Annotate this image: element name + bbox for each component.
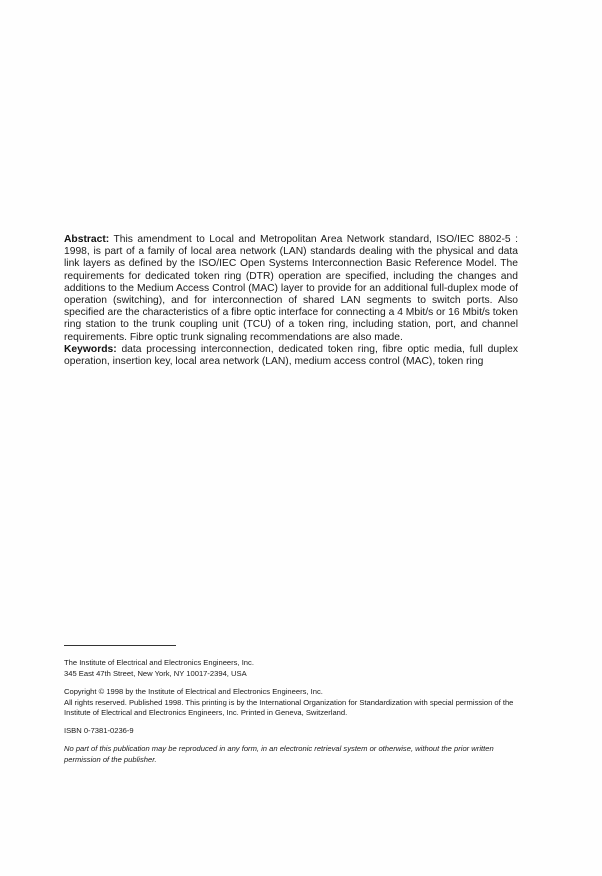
reproduction-notice-text: No part of this publication may be reproduced in any form, in an electronic retrieval system or otherwise, without the prior written permission of the publisher. bbox=[64, 744, 494, 764]
publisher-block bbox=[64, 658, 524, 679]
keywords-text: data processing interconnection, dedicated token ring, fibre optic media, full duplex operation, insertion key, local area network (LAN), medium access control (MAC), token ring bbox=[64, 343, 518, 368]
keywords-paragraph bbox=[64, 344, 518, 368]
footer-divider bbox=[64, 645, 176, 646]
keywords-label: Keywords: bbox=[64, 343, 117, 355]
reproduction-notice bbox=[64, 744, 524, 765]
abstract-label: Abstract: bbox=[64, 234, 110, 245]
publisher-address: 345 East 47th Street, New York, NY 10017-2394, USA bbox=[64, 668, 247, 678]
copyright-line: Copyright © 1998 by the Institute of Electrical and Electronics Engineers, Inc. bbox=[64, 687, 323, 696]
rights-statement: All rights reserved. Published 1998. This printing is by the International Organization for Standardization with special permission of the Institute of Electrical and Electronics Engineers, Inc. Printed in Geneva, Switzerland. bbox=[64, 697, 514, 717]
isbn-number: ISBN 0-7381-0236-9 bbox=[64, 726, 134, 735]
abstract-paragraph bbox=[64, 234, 518, 344]
abstract-section bbox=[64, 234, 518, 368]
publisher-name: The Institute of Electrical and Electronics Engineers, Inc. bbox=[64, 658, 254, 667]
abstract-text: This amendment to Local and Metropolitan Area Network standard, ISO/IEC 8802-5 : 1998, is part of a family of local area network (LAN) standards dealing with the physical and data link layers as defined by the ISO/IEC Open Systems Interconnection Basic Reference Model. The requirements for dedicated token ring (DTR) operation are specified, including the changes and additions to the Medium Access Control (MAC) layer to provide for an additional full-duplex mode of operation (switching), and for interconnection of shared LAN segments to switch ports. Also specified are the characteristics of a fibre optic interface for connecting a 4 Mbit/s or 16 Mbit/s token ring station to the trunk coupling unit (TCU) of a token ring, including station, port, and channel requirements. Fibre optic trunk signaling recommendations are also made. bbox=[64, 234, 518, 343]
copyright-block bbox=[64, 687, 524, 719]
isbn-block bbox=[64, 726, 524, 737]
